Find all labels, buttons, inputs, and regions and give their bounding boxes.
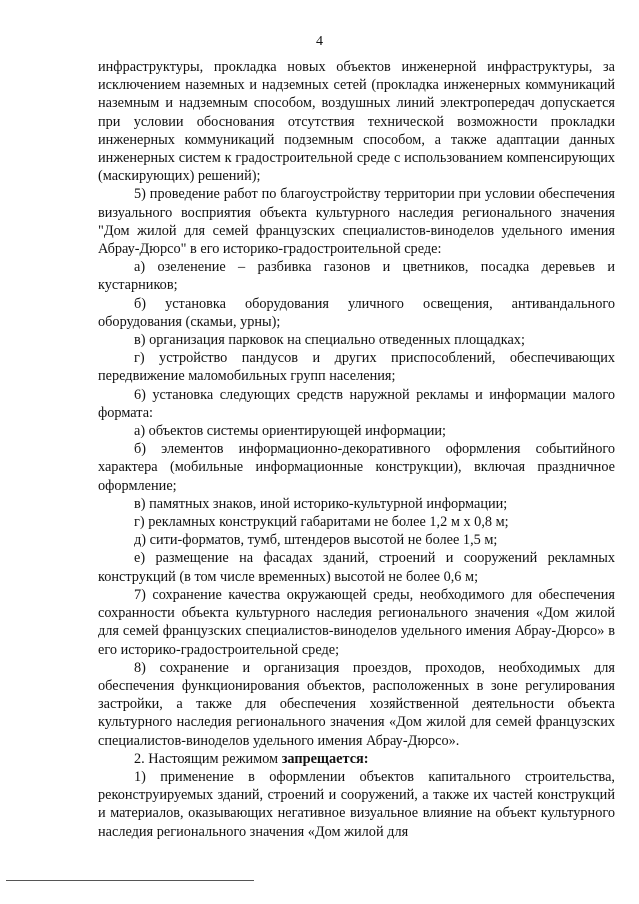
- paragraph: 7) сохранение качества окружающей среды, необходимого для обеспечения сохранности объекта культурного наследия регионального значения «Дом жилой для семей французских специалистов-виноделов удельного имения Абрау-Дюрсо» в его историко-градостроительной среде;: [98, 586, 615, 658]
- section-heading: [98, 750, 615, 768]
- paragraph: а) озеленение – разбивка газонов и цветников, посадка деревьев и кустарников;: [98, 259, 615, 294]
- paragraph: а) объектов системы ориентирующей информации;: [134, 423, 447, 440]
- paragraph: в) организация парковок на специально отведенных площадках;: [134, 332, 525, 349]
- document-body: [98, 58, 615, 841]
- paragraph: г) рекламных конструкций габаритами не более 1,2 м x 0,8 м;: [134, 514, 509, 531]
- paragraph: е) размещение на фасадах зданий, строений и сооружений рекламных конструкций (в том числе временных) высотой не более 0,6 м;: [98, 550, 615, 585]
- section-heading-bold: запрещается:: [281, 750, 369, 767]
- paragraph: в) памятных знаков, иной историко-культурной информации;: [134, 495, 508, 512]
- paragraph: б) установка оборудования уличного освещения, антивандального оборудования (скамьи, урны);: [98, 295, 615, 330]
- paragraph: инфраструктуры, прокладка новых объектов инженерной инфраструктуры, за исключением наземных и надземных сетей (прокладка инженерных коммуникаций наземным и надземным способом, воздушных линий электропередач допускается при условии обоснования отсутствия технической возможности прокладки инженерных коммуникаций подземным способом, а также адаптации данных инженерных систем к градостроительной среде с использованием компенсирующих (маскирующих) решений);: [98, 59, 615, 185]
- paragraph: 5) проведение работ по благоустройству территории при условии обеспечения визуального восприятия объекта культурного наследия регионального значения "Дом жилой для семей французских специалистов-виноделов удельного имения Абрау-Дюрсо" в его историко-градостроительной среде:: [98, 186, 615, 258]
- paragraph: 1) применение в оформлении объектов капитального строительства, реконструируемых зданий, строений и сооружений, а также их частей конструкций и материалов, оказывающих негативное визуальное влияние на объект культурного наследия регионального значения «Дом жилой для: [98, 768, 615, 840]
- paragraph: б) элементов информационно-декоративного оформления событийного характера (мобильные информационные конструкции), включая праздничное оформление;: [98, 441, 615, 494]
- paragraph: д) сити-форматов, тумб, штендеров высотой не более 1,5 м;: [134, 532, 498, 549]
- page-number: 4: [316, 34, 323, 49]
- paragraph: 8) сохранение и организация проездов, проходов, необходимых для обеспечения функционирования объектов, расположенных в зоне регулирования застройки, а также для обеспечения хозяйственной деятельности объекта культурного наследия регионального значения «Дом жилой для семей французских специалистов-виноделов удельного имения Абрау-Дюрсо».: [98, 659, 615, 749]
- footer-rule: [6, 880, 254, 881]
- paragraph: г) устройство пандусов и других приспособлений, обеспечивающих передвижение маломобильных групп населения;: [98, 350, 615, 385]
- section-heading-text: 2. Настоящим режимом: [134, 750, 282, 767]
- paragraph: 6) установка следующих средств наружной рекламы и информации малого формата:: [98, 386, 615, 421]
